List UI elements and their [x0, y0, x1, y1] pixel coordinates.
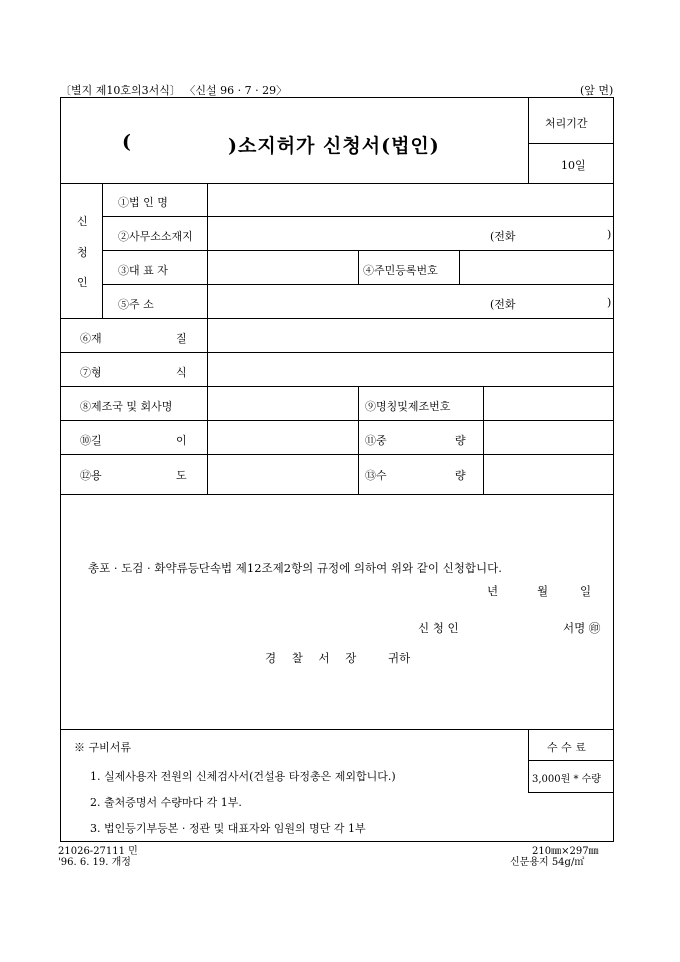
length-label-end: 이: [176, 434, 187, 447]
fee-value: 3,000원 * 수량: [532, 774, 601, 785]
title-open-paren: (: [122, 131, 132, 153]
form-code: 21026-27111 민: [58, 846, 138, 857]
form-type-label: ⑦형: [80, 366, 102, 379]
purpose-label-end: 도: [176, 469, 187, 482]
police-chief-addressee: 경 찰 서 장: [265, 651, 363, 665]
address-phone-label: (전화: [490, 298, 516, 311]
processing-period-label: 처리기간: [545, 117, 588, 130]
length-label: ⑩길: [80, 434, 102, 447]
paper-type: 신문용지 54g/㎡: [510, 857, 585, 868]
required-document-item: 3. 법인등기부등본 · 정관 및 대표자와 임원의 명단 각 1부: [90, 822, 366, 835]
form-title: )소지허가 신청서(법인): [228, 135, 440, 157]
resident-number-label: ④주민등록번호: [363, 264, 438, 277]
date-month: 월: [537, 584, 549, 598]
applicant-sign-label: 신 청 인: [418, 621, 459, 635]
form-type-label-end: 식: [176, 366, 187, 379]
representative-label: ③대 표 자: [118, 264, 168, 277]
paper-size: 210㎜×297㎜: [532, 846, 599, 857]
addressee-suffix: 귀하: [388, 651, 411, 665]
applicant-group-char: 신: [77, 215, 88, 228]
purpose-label: ⑫용: [80, 469, 102, 482]
revision-date: '96. 6. 19. 개정: [58, 857, 131, 868]
office-phone-close: ): [607, 228, 612, 241]
address-label: ⑤주 소: [118, 298, 154, 311]
applicant-group-char: 인: [77, 276, 88, 289]
declaration-statement: 총포 · 도검 · 화약류등단속법 제12조제2항의 규정에 의하여 위와 같이 신청합니다.: [88, 561, 502, 575]
material-label: ⑥재: [80, 332, 102, 345]
quantity-label-end: 량: [455, 469, 466, 482]
office-phone-label: (전화: [490, 230, 516, 243]
front-side-label: (앞 면): [580, 84, 614, 97]
corporation-name-label: ①법 인 명: [118, 196, 168, 209]
material-label-end: 질: [176, 332, 187, 345]
required-document-item: 2. 출처증명서 수량마다 각 1부.: [90, 796, 242, 809]
country-company-label: ⑧제조국 및 회사명: [80, 400, 173, 413]
processing-period-value: 10일: [561, 159, 586, 172]
address-phone-close: ): [607, 296, 612, 309]
name-serial-label: ⑨명칭및제조번호: [365, 400, 451, 413]
applicant-group-char: 청: [77, 246, 88, 259]
signature-seal: 서명 ㊞: [563, 621, 601, 635]
fee-label: 수 수 료: [547, 741, 586, 754]
quantity-label: ⑬수: [365, 469, 387, 482]
weight-label: ⑪중: [365, 434, 387, 447]
date-year: 년: [487, 584, 499, 598]
required-document-item: 1. 실제사용자 전원의 신체검사서(건설용 타정총은 제외합니다.): [90, 770, 396, 783]
form-number-header: 〔별지 제10호의3서식〕 〈신설 96 · 7 · 29〉: [60, 84, 288, 97]
office-address-label: ②사무소소재지: [118, 230, 193, 243]
required-documents-header: ※ 구비서류: [74, 741, 132, 754]
date-day: 일: [580, 584, 592, 598]
weight-label-end: 량: [455, 434, 466, 447]
